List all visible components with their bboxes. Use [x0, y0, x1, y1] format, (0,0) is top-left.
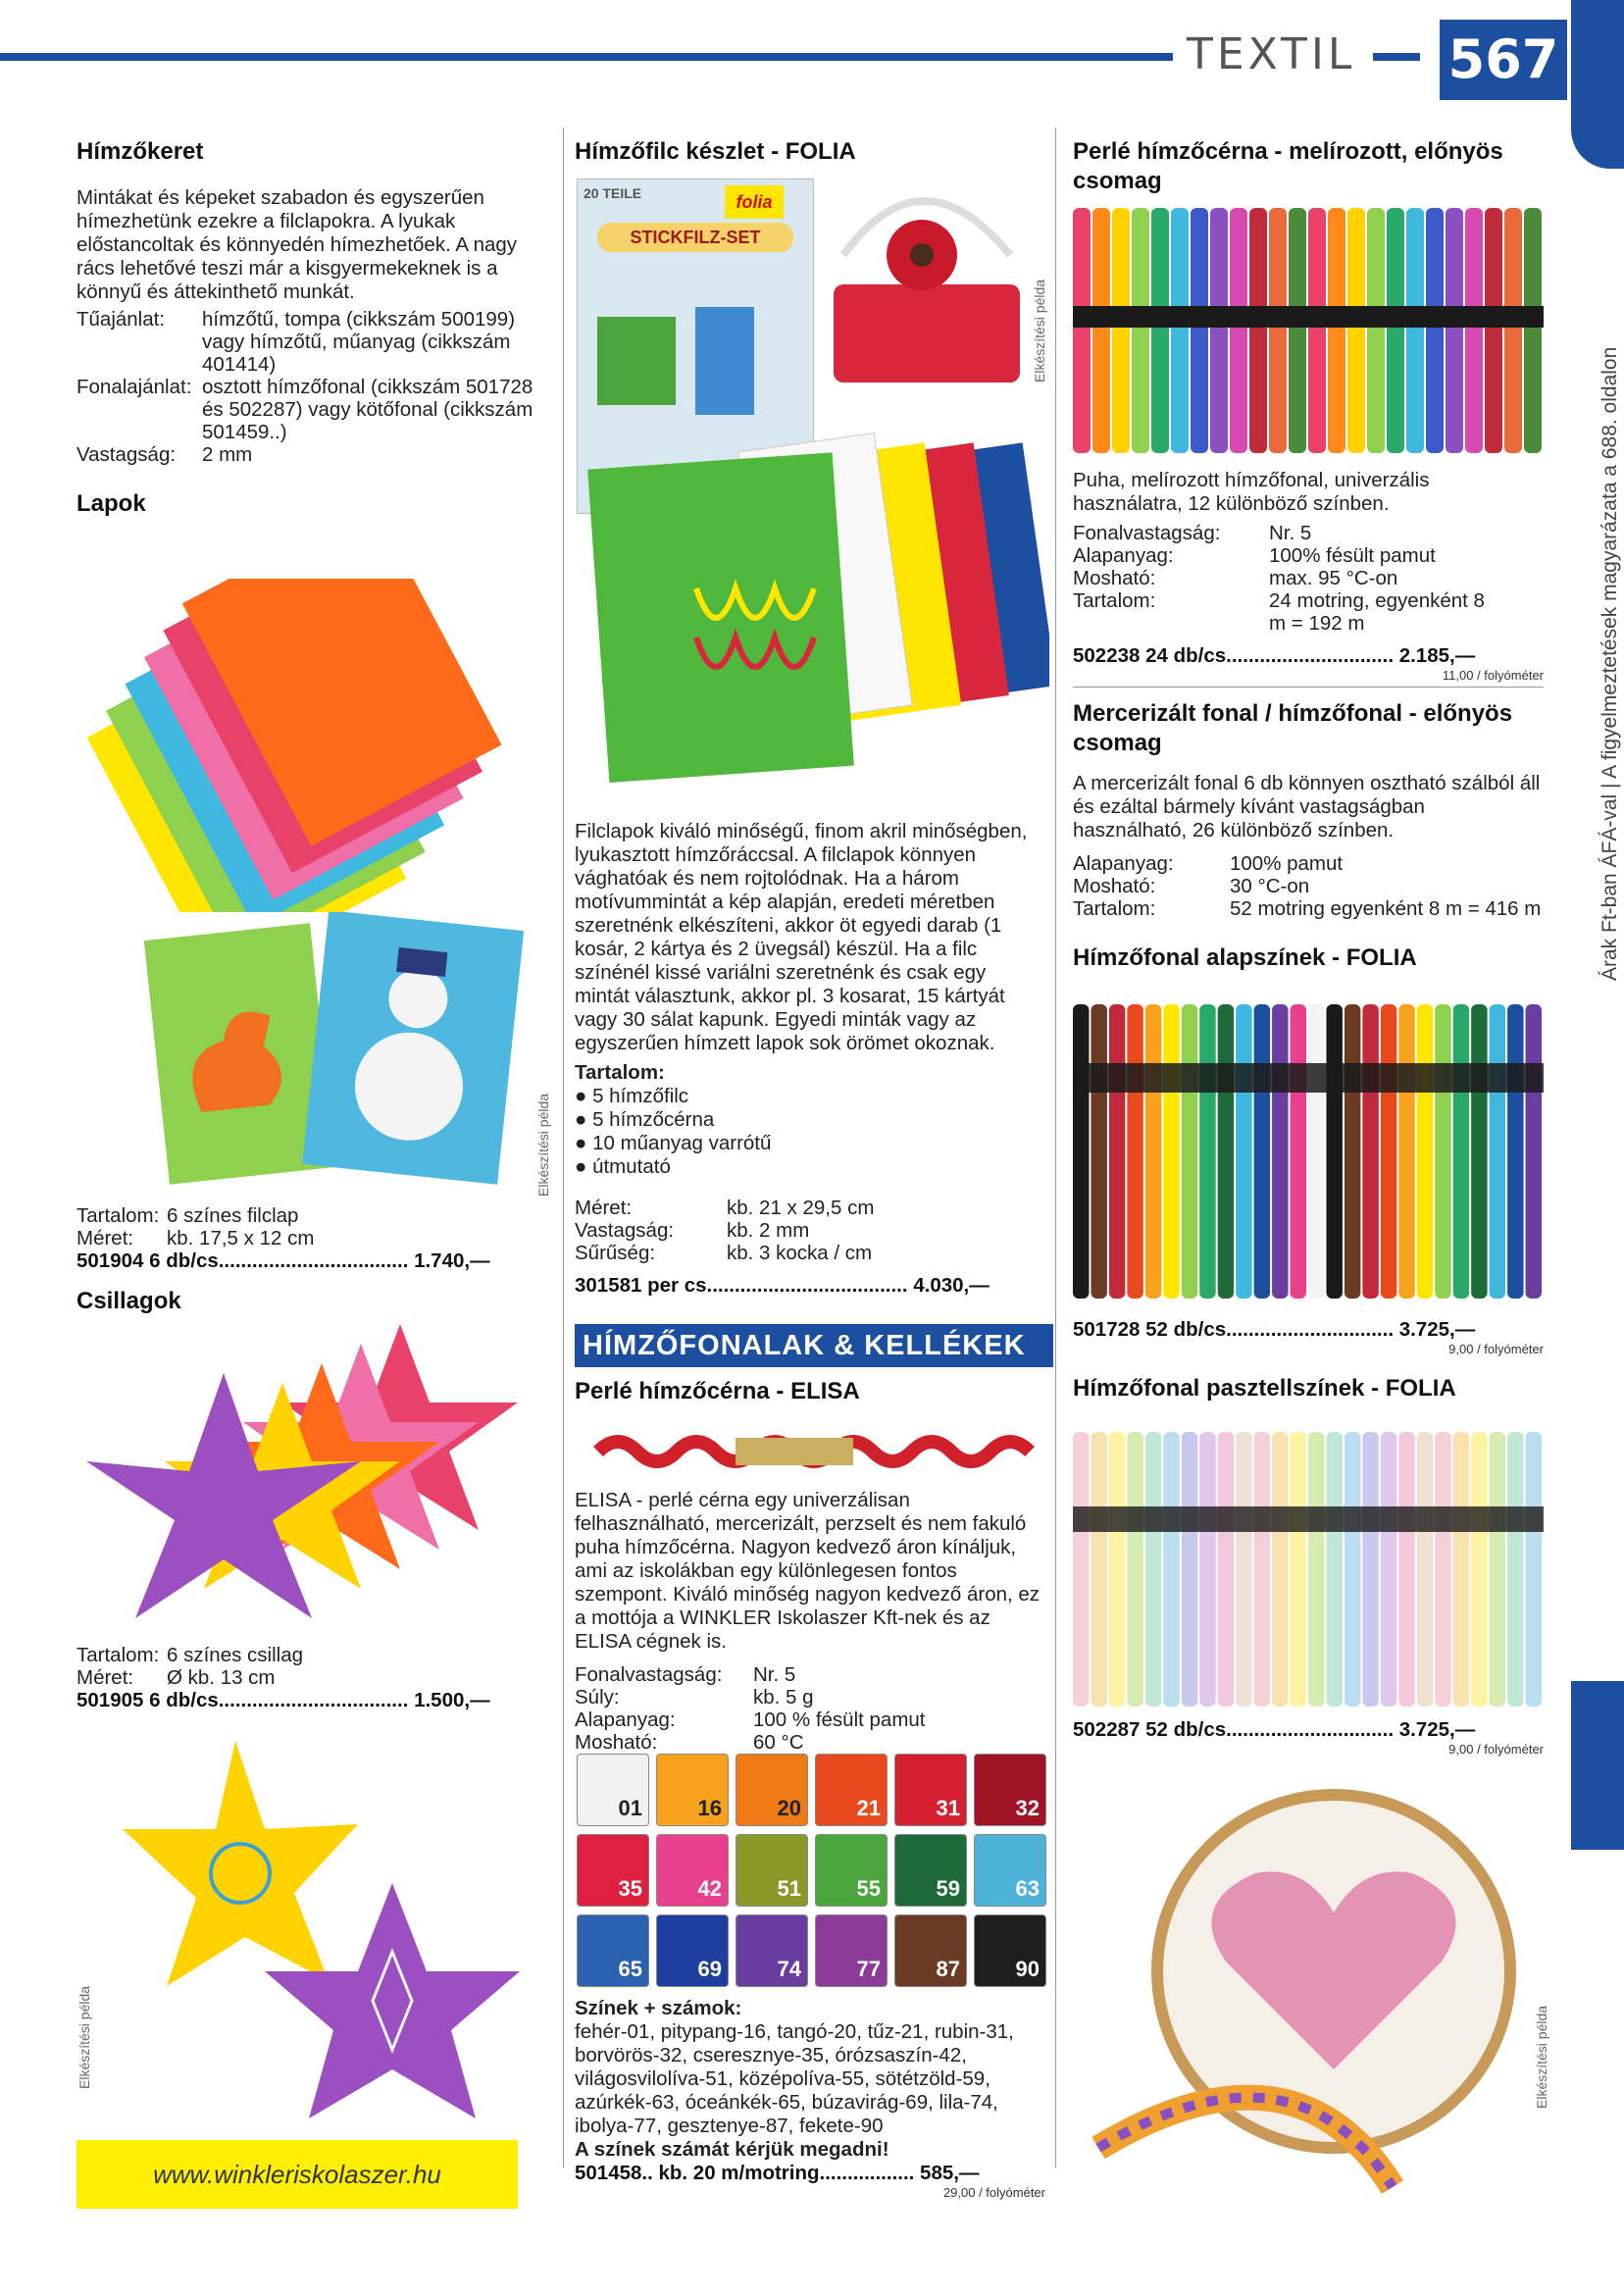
elisa-text: ELISA - perlé cérna egy univerzálisan felhasználható, mercerizált, perzselt és nem fakuló puha hímzőcérna. Nagyon kedvező áron kínáljuk, ami az iskolákban egy különlegesen fontos szempont. Kiváló minőség nagyon kedvező áron, ez a mottója a WINKLER Iskolaszer Kft-nek és az ELISA cégnek is. — [575, 1489, 1040, 1653]
thread-skein — [1236, 1432, 1251, 1707]
color-swatch[interactable] — [894, 1834, 967, 1907]
spec-row: Fonalvastagság: Nr. 5 — [1073, 522, 1312, 544]
header-rule-left — [0, 53, 1173, 61]
kit-price: 301581 per cs.................................... 4.030,— — [575, 1274, 990, 1297]
color-swatch-number: 59 — [936, 1876, 960, 1901]
thread-skein — [1254, 1432, 1270, 1707]
thread-skein — [1091, 1432, 1106, 1707]
color-swatch[interactable] — [974, 1914, 1046, 1987]
spec-row: Tartalom: 6 színes filclap — [76, 1204, 299, 1227]
thread-skein — [1291, 1004, 1306, 1299]
thread-skein — [1073, 208, 1091, 453]
thread-skein — [1073, 1432, 1089, 1707]
color-swatch-number: 77 — [856, 1957, 881, 1981]
thread-skein — [1308, 1004, 1324, 1299]
thread-skein — [1091, 1004, 1106, 1299]
color-swatch-grid — [577, 1754, 1049, 1999]
color-swatch-number: 32 — [1015, 1796, 1040, 1820]
thread-skein — [1328, 208, 1345, 453]
color-swatch[interactable] — [656, 1914, 729, 1987]
thread-skein — [1182, 1004, 1197, 1299]
color-swatch[interactable] — [656, 1754, 729, 1826]
thread-skein — [1218, 1004, 1234, 1299]
kit-info — [575, 820, 1045, 1298]
kit-contents-item: ● útmutató — [575, 1155, 671, 1178]
thread-skein — [1347, 208, 1365, 453]
color-swatch[interactable] — [815, 1754, 888, 1826]
basic-colors-image — [1073, 1004, 1544, 1299]
thread-skein — [1507, 1432, 1523, 1707]
color-swatch[interactable] — [974, 1754, 1046, 1826]
thread-skein — [1471, 1432, 1487, 1707]
stars-title: Csillagok — [76, 1288, 181, 1314]
color-swatch[interactable] — [577, 1754, 649, 1826]
thread-skein — [1326, 1432, 1342, 1707]
thread-skein — [1381, 1004, 1396, 1299]
spec-row: Mosható: 60 °C — [575, 1731, 804, 1754]
spec-row: Méret: kb. 17,5 x 12 cm — [76, 1227, 315, 1250]
elisa-info — [575, 1489, 1045, 1754]
package-name: STICKFILZ-SET — [597, 223, 793, 252]
thread-skein — [1326, 1004, 1342, 1299]
thread-skein — [1446, 208, 1463, 453]
elisa-skein-image — [588, 1422, 1040, 1481]
thread-skein — [1417, 1432, 1433, 1707]
colors-info — [575, 1997, 1045, 2200]
color-swatch-number: 42 — [697, 1876, 722, 1901]
thread-skein — [1490, 1432, 1505, 1707]
color-swatch-number: 31 — [936, 1796, 960, 1820]
color-swatch[interactable] — [974, 1834, 1046, 1907]
kit-contents-item: ● 5 hímzőfilc — [575, 1085, 689, 1107]
spec-row: Súly: kb. 5 g — [575, 1686, 814, 1708]
thread-skein — [1151, 208, 1169, 453]
thread-skein — [1145, 1432, 1161, 1707]
pastel-unit-price: 9,00 / folyóméter — [1448, 1742, 1544, 1757]
spec-row: Tartalom: 6 színes csillag — [76, 1644, 304, 1666]
thread-skein — [1191, 208, 1208, 453]
thread-skein — [1524, 208, 1542, 453]
pastel-price: 502287 52 db/cs.............................. 3.725,— — [1073, 1718, 1476, 1741]
basic-price: 501728 52 db/cs.............................. 3.725,— — [1073, 1318, 1476, 1341]
pastel-title: Hímzőfonal pasztellszínek - FOLIA — [1073, 1375, 1456, 1402]
color-swatch[interactable] — [894, 1914, 967, 1987]
embroidered-cards-image — [137, 912, 530, 1206]
thread-skein — [1381, 1432, 1396, 1707]
thread-skein — [1249, 208, 1267, 453]
page-number: 567 — [1440, 20, 1567, 100]
sheets-info — [76, 1204, 537, 1316]
spec-row: Alapanyag: 100% pamut — [1073, 852, 1344, 875]
thread-skein — [1272, 1004, 1288, 1299]
kit-contents-item: ● 10 műanyag varrótű — [575, 1132, 772, 1154]
frame-title: Hímzőkeret — [76, 138, 204, 165]
colors-note: A színek számát kérjük megadni! — [575, 2138, 889, 2161]
embroidered-stars-image — [98, 1736, 539, 2128]
colors-title: Színek + számok: — [575, 1997, 742, 2019]
felt-sheets-image — [76, 579, 528, 912]
category-band: HÍMZŐFONALAK & KELLÉKEK — [575, 1324, 1053, 1367]
example-label-2: Elkészítési példa — [76, 1985, 92, 2089]
thread-skein — [1210, 208, 1228, 453]
example-label-3: Elkészítési példa — [1032, 279, 1047, 382]
website-link[interactable]: www.winkleriskolaszer.hu — [153, 2160, 441, 2189]
thread-skein — [1417, 1004, 1433, 1299]
header-rule-right — [1373, 53, 1420, 61]
kit-text: Filclapok kiváló minőségű, finom akril minőségben, lyukasztott hímzőráccsal. A filclapok könnyen vághatóak és nem rojtolódnak. Ha a három motívummintát a kép alapján, eredeti méretben szeretnénk elkészíteni, akkor öt egyedi darab (1 kosár, 2 kártya és 2 üvegsál) készül. Ha a filc színénél kissé variálni szeretnénk és csak egy mintát választunk, akkor pl. 3 kosarat, 15 kártyát vagy 30 sálat kapunk. Egyedi minták vagy az egyszerűen hímzett lapok sok örömet okoznak. — [575, 820, 1028, 1054]
thread-skein — [1199, 1432, 1215, 1707]
thread-skein — [1230, 208, 1247, 453]
side-note: Árak Ft-ban ÁFÁ-val | A figyelmeztetések magyarázata a 688. oldalon — [1599, 346, 1621, 981]
perle-title: Perlé hímzőcérna - melírozott, előnyös csomag — [1073, 138, 1503, 194]
side-tab-bottom — [1571, 1681, 1624, 1850]
thread-skein — [1426, 208, 1444, 453]
thread-skein — [1485, 208, 1502, 453]
color-swatch[interactable] — [815, 1914, 888, 1987]
spec-row: Fonalajánlat: osztott hímzőfonal (cikkszám 501728 és 502287) vagy kötőfonal (cikkszám 501459..) — [76, 376, 533, 443]
thread-skein — [1073, 1004, 1089, 1299]
sheets-title: Lapok — [76, 490, 146, 517]
thread-skein — [1291, 1432, 1306, 1707]
thread-skein — [1362, 1004, 1378, 1299]
elisa-price: 501458.. kb. 20 m/motring................. 585,— — [575, 2162, 980, 2184]
thread-skein — [1362, 1432, 1378, 1707]
package-brand: folia — [725, 185, 784, 219]
thread-skein — [1199, 1004, 1215, 1299]
frame-specs — [76, 308, 537, 466]
thread-skein — [1272, 1432, 1288, 1707]
thread-skein — [1435, 1004, 1450, 1299]
felt-kit-sheets-image — [579, 422, 1049, 794]
merc-text: A mercerizált fonal 6 db könnyen osztható szálból áll és ezáltal bármely kívánt vastagságban használható, 26 különböző színben. — [1073, 772, 1541, 842]
thread-skein — [1367, 208, 1385, 453]
thread-skein — [1453, 1432, 1469, 1707]
color-swatch-number: 51 — [777, 1876, 801, 1901]
thread-skein — [1471, 1004, 1487, 1299]
color-swatch[interactable] — [736, 1914, 808, 1987]
thread-skein — [1345, 1004, 1360, 1299]
embroidery-hoop-image — [1079, 1775, 1540, 2207]
color-swatch[interactable] — [736, 1834, 808, 1907]
thread-skein — [1398, 1432, 1414, 1707]
thread-skein — [1526, 1432, 1542, 1707]
section-title: TEXTIL — [1187, 29, 1356, 79]
basket-image — [824, 177, 1030, 392]
elisa-unit-price: 29,00 / folyóméter — [942, 2185, 1045, 2200]
merc-title: Mercerizált fonal / hímzőfonal - előnyös csomag — [1073, 700, 1513, 756]
thread-skein — [1254, 1004, 1270, 1299]
pastel-info — [1073, 1718, 1544, 1757]
thread-skein — [1163, 1004, 1179, 1299]
thread-skein — [1112, 208, 1130, 453]
basic-title: Hímzőfonal alapszínek - FOLIA — [1073, 944, 1417, 971]
color-swatch-number: 74 — [777, 1957, 801, 1981]
column-3 — [1073, 137, 1544, 196]
thread-skein — [1132, 208, 1149, 453]
color-swatch-number: 55 — [856, 1876, 881, 1901]
spec-row: Méret: Ø kb. 13 cm — [76, 1666, 276, 1689]
color-swatch-number: 16 — [697, 1796, 722, 1820]
thread-skein — [1236, 1004, 1251, 1299]
spec-row: Mosható: max. 95 °C-on — [1073, 567, 1398, 589]
thread-skein — [1218, 1432, 1234, 1707]
frame-text: Mintákat és képeket szabadon és egyszerűen hímezhetünk ezekre a filclapokra. A lyukak előstancoltak és könnyedén hímezhetőek. A nagy rács lehetővé teszi már a kisgyermekeknek is a könnyű és áttekinthető munkát. — [76, 186, 518, 303]
thread-skein — [1435, 1432, 1450, 1707]
spec-row: Alapanyag: 100 % fésült pamut — [575, 1708, 926, 1731]
thread-skein — [1109, 1004, 1125, 1299]
thread-skein — [1453, 1004, 1469, 1299]
color-swatch-number: 21 — [856, 1796, 881, 1820]
spec-row: Tartalom: 24 motring, egyenként 8 m = 192 m — [1073, 589, 1485, 635]
color-swatch-number: 87 — [936, 1957, 960, 1981]
stars-price: 501905 6 db/cs.................................. 1.500,— — [76, 1689, 490, 1711]
thread-skein — [1507, 1004, 1523, 1299]
thread-skein — [1127, 1004, 1142, 1299]
thread-skein — [1465, 208, 1483, 453]
perle-price: 502238 24 db/cs.............................. 2.185,— — [1073, 644, 1476, 667]
color-swatch-number: 20 — [777, 1796, 801, 1820]
thread-skein — [1092, 208, 1110, 453]
thread-skein — [1109, 1432, 1125, 1707]
thread-skein — [1269, 208, 1287, 453]
kit-title: Hímzőfilc készlet - FOLIA — [575, 138, 856, 165]
thread-skein — [1406, 208, 1424, 453]
pastel-colors-image — [1073, 1432, 1544, 1707]
color-swatch[interactable] — [736, 1754, 808, 1826]
basic-info — [1073, 1318, 1544, 1403]
spec-row: Tűajánlat: hímzőtű, tompa (cikkszám 500199) vagy hímzőtű, műanyag (cikkszám 401414) — [76, 308, 516, 376]
spec-row: Vastagság: kb. 2 mm — [575, 1219, 810, 1242]
column-rule-2 — [1055, 128, 1056, 2168]
thread-skein — [1490, 1004, 1505, 1299]
perle-unit-price: 11,00 / folyóméter — [1442, 668, 1544, 683]
color-swatch[interactable] — [577, 1914, 649, 1987]
color-swatch-number: 35 — [618, 1876, 642, 1901]
thread-skein — [1387, 208, 1404, 453]
thread-skein — [1504, 208, 1522, 453]
spec-row: Alapanyag: 100% fésült pamut — [1073, 544, 1436, 567]
colors-text: fehér-01, pitypang-16, tangó-20, tűz-21, rubin-31, borvörös-32, cseresznye-35, órózsaszín-42, világosvilolíva-51, középolíva-55, sötétzöld-59, azúrkék-63, óceánkék-65, búzavirág-69, lila-74, ibolya-77, gesztenye-87, fekete-90 — [575, 2020, 1014, 2137]
color-swatch-number: 65 — [618, 1957, 642, 1981]
example-label: Elkészítési példa — [535, 1093, 551, 1197]
color-swatch[interactable] — [894, 1754, 967, 1826]
column-1 — [76, 137, 537, 519]
color-swatch-number: 90 — [1015, 1957, 1040, 1981]
basic-unit-price: 9,00 / folyóméter — [1448, 1342, 1544, 1356]
color-swatch-number: 63 — [1015, 1876, 1040, 1901]
thread-skein — [1171, 208, 1189, 453]
perle-text: Puha, melírozott hímzőfonal, univerzális használatra, 12 különböző színben. — [1073, 469, 1430, 515]
kit-contents-title: Tartalom: — [575, 1061, 665, 1084]
spec-row: Méret: kb. 21 x 29,5 cm — [575, 1197, 875, 1219]
thread-skein — [1345, 1432, 1360, 1707]
spec-row: Sűrűség: kb. 3 kocka / cm — [575, 1242, 873, 1264]
thread-skein — [1127, 1432, 1142, 1707]
perle-skeins-image — [1073, 208, 1544, 453]
stars-info — [76, 1644, 537, 1712]
thread-skein — [1308, 1432, 1324, 1707]
thread-skein — [1145, 1004, 1161, 1299]
thread-skein — [1163, 1432, 1179, 1707]
thread-skein — [1526, 1004, 1542, 1299]
color-swatch[interactable] — [577, 1834, 649, 1907]
elisa-section — [575, 1377, 1045, 1406]
side-tab-top — [1571, 0, 1624, 169]
spec-row: Fonalvastagság: Nr. 5 — [575, 1663, 796, 1686]
thread-skein — [1398, 1004, 1414, 1299]
column-rule-1 — [563, 128, 564, 2168]
spec-row: Vastagság: 2 mm — [76, 443, 253, 466]
color-swatch-number: 01 — [618, 1796, 642, 1820]
kit-contents-item: ● 5 hímzőcérna — [575, 1108, 715, 1131]
example-label-4: Elkészítési példa — [1534, 2005, 1549, 2109]
color-swatch[interactable] — [656, 1834, 729, 1907]
color-swatch[interactable] — [815, 1834, 888, 1907]
spec-row: Tartalom: 52 motring egyenként 8 m = 416 m — [1073, 897, 1542, 920]
thread-skein — [1182, 1432, 1197, 1707]
thread-skein — [1289, 208, 1306, 453]
spec-row: Mosható: 30 °C-on — [1073, 875, 1310, 897]
website-banner[interactable] — [76, 2140, 518, 2209]
color-swatch-number: 69 — [697, 1957, 722, 1981]
column-2 — [575, 137, 1047, 167]
elisa-title: Perlé hímzőcérna - ELISA — [575, 1378, 860, 1404]
perle-info — [1073, 469, 1544, 973]
felt-stars-image — [76, 1314, 537, 1638]
package-count: 20 TEILE — [584, 185, 642, 201]
sheets-price: 501904 6 db/cs.................................. 1.740,— — [76, 1250, 490, 1272]
thread-skein — [1308, 208, 1326, 453]
